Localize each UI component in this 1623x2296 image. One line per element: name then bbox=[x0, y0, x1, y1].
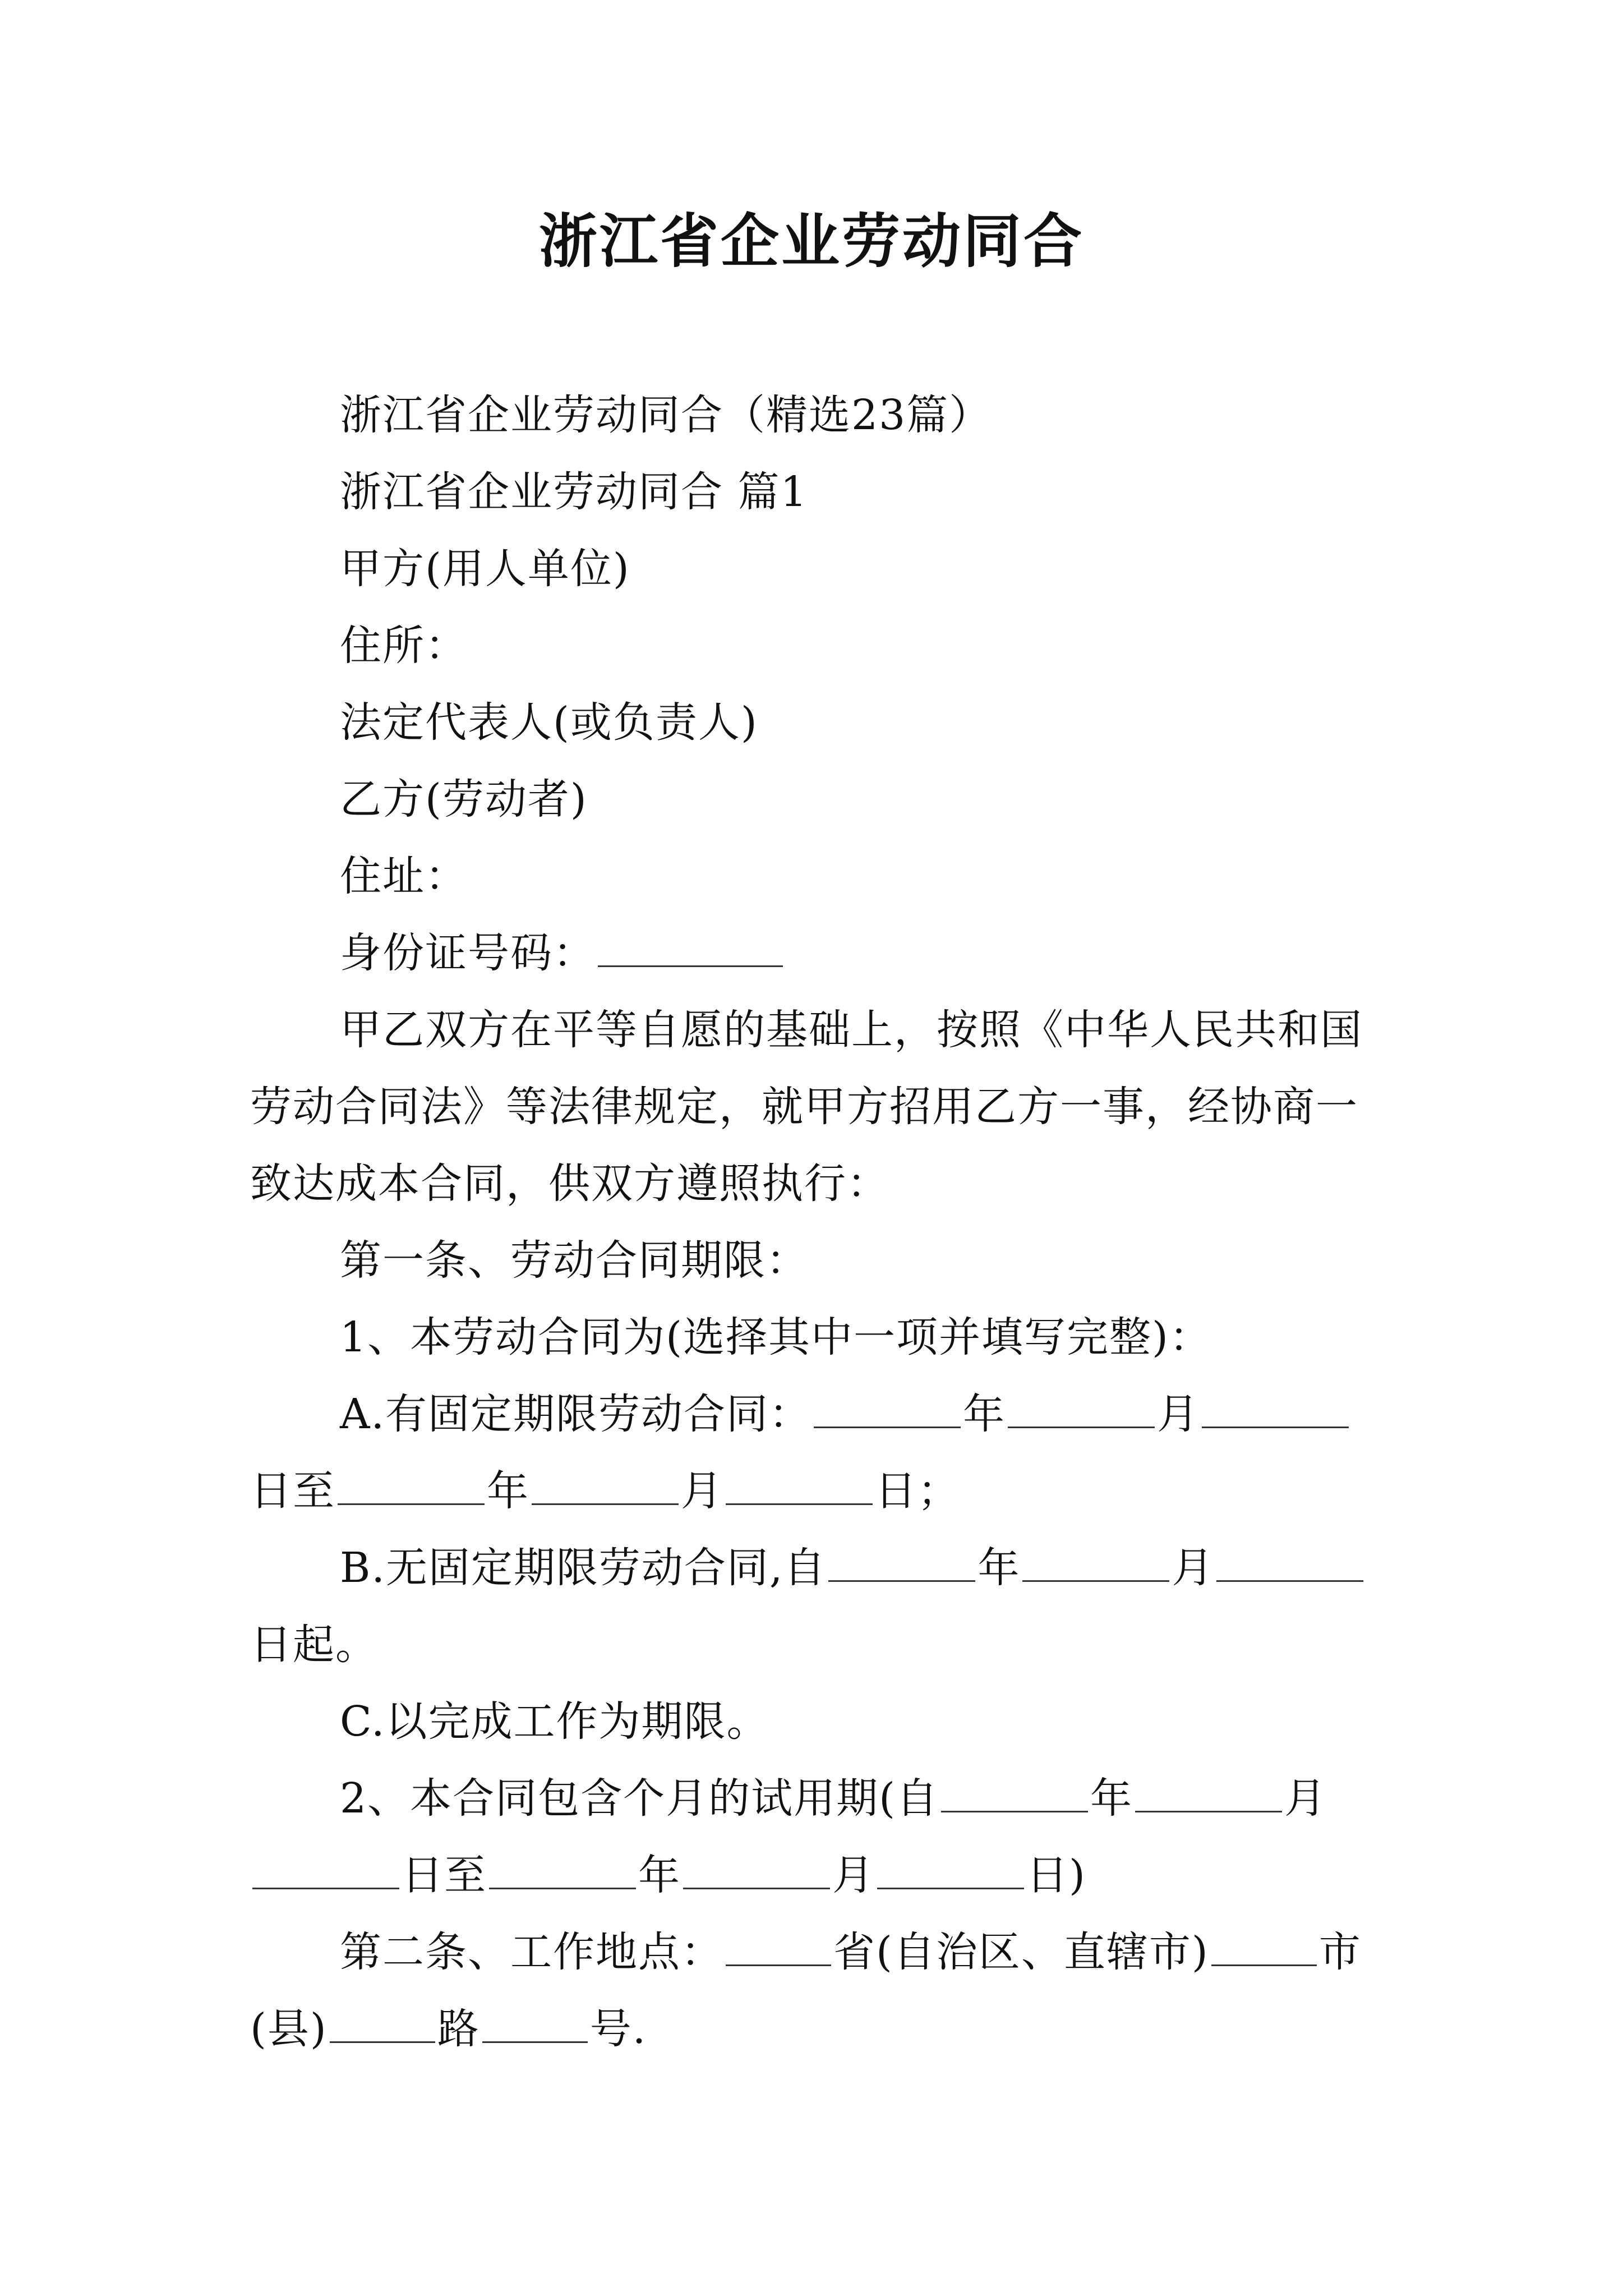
day-to-label: 日至 bbox=[250, 1467, 335, 1515]
number-label: 号. bbox=[589, 2005, 647, 2053]
blank bbox=[489, 1854, 636, 1889]
road-label: 路 bbox=[437, 2005, 480, 2053]
blank bbox=[1135, 1777, 1282, 1812]
article-2-label: 第二条、工作地点： bbox=[340, 1928, 723, 1976]
line-party-b: 乙方(劳动者) bbox=[340, 775, 588, 823]
month-label: 月 bbox=[1284, 1774, 1327, 1823]
province-label: 省(自治区、直辖市) bbox=[833, 1928, 1209, 1976]
month-label: 月 bbox=[1156, 1390, 1200, 1438]
probation-label: 2、本合同包含个月的试用期(自 bbox=[340, 1774, 939, 1823]
year-label: 年 bbox=[487, 1467, 529, 1515]
line-id-number bbox=[250, 915, 1394, 992]
month-label: 月 bbox=[681, 1467, 723, 1515]
line-preamble-3: 致达成本合同，供双方遵照执行： bbox=[250, 1159, 889, 1208]
document-title: 浙江省企业劳动同合 bbox=[538, 206, 1084, 275]
blank bbox=[828, 1547, 975, 1582]
line-legal-rep: 法定代表人(或负责人) bbox=[340, 698, 758, 747]
blank bbox=[941, 1777, 1088, 1812]
blank bbox=[532, 1470, 679, 1505]
line-article-1-item-1: 1、本劳动合同为(选择其中一项并填写完整)： bbox=[340, 1313, 1212, 1361]
line-probation bbox=[250, 1760, 1394, 1837]
blank bbox=[1216, 1547, 1363, 1582]
blank bbox=[726, 1931, 831, 1966]
year-label: 年 bbox=[638, 1851, 681, 1899]
id-number-blank bbox=[598, 932, 783, 967]
day-end-label: 日； bbox=[875, 1467, 960, 1515]
line-article-1: 第一条、劳动合同期限： bbox=[340, 1236, 809, 1285]
option-a-label: A.有固定期限劳动合同： bbox=[340, 1390, 811, 1438]
line-address-b: 住址： bbox=[340, 852, 468, 900]
year-label: 年 bbox=[978, 1544, 1021, 1592]
blank bbox=[330, 2008, 435, 2043]
line-address-a: 住所： bbox=[340, 622, 468, 670]
line-option-a-cont bbox=[250, 1453, 1394, 1530]
line-preamble-2: 劳动合同法》等法律规定，就甲方招用乙方一事，经协商一 bbox=[250, 1083, 1358, 1131]
year-label: 年 bbox=[1090, 1774, 1133, 1823]
month-label: 月 bbox=[1172, 1544, 1215, 1592]
line-article-2 bbox=[250, 1914, 1394, 1991]
day-to-label: 日至 bbox=[402, 1851, 487, 1899]
blank bbox=[814, 1393, 961, 1428]
line-option-a bbox=[250, 1376, 1394, 1453]
blank bbox=[1008, 1393, 1155, 1428]
line-option-b-cont: 日起。 bbox=[250, 1621, 378, 1669]
blank bbox=[877, 1854, 1024, 1889]
option-b-label: B.无固定期限劳动合同,自 bbox=[340, 1544, 827, 1592]
document-body bbox=[250, 377, 1394, 2068]
blank bbox=[482, 2008, 588, 2043]
blank bbox=[338, 1470, 485, 1505]
month-label: 月 bbox=[832, 1851, 875, 1899]
blank bbox=[252, 1854, 399, 1889]
line-subtitle: 浙江省企业劳动同合（精选23篇） bbox=[340, 391, 992, 439]
line-party-a: 甲方(用人单位) bbox=[340, 545, 630, 593]
blank bbox=[1202, 1393, 1349, 1428]
county-label: (县) bbox=[250, 2005, 328, 2053]
day-end-label: 日) bbox=[1026, 1851, 1086, 1899]
blank bbox=[726, 1470, 873, 1505]
line-article-2-cont bbox=[250, 1991, 1394, 2068]
year-label: 年 bbox=[962, 1390, 1006, 1438]
id-number-label: 身份证号码： bbox=[340, 929, 596, 977]
blank bbox=[1022, 1547, 1169, 1582]
line-option-b bbox=[250, 1530, 1394, 1607]
blank bbox=[1211, 1931, 1317, 1966]
city-label: 市 bbox=[1318, 1928, 1362, 1976]
line-option-c: C.以完成工作为期限。 bbox=[340, 1697, 769, 1746]
line-preamble-1: 甲乙双方在平等自愿的基础上，按照《中华人民共和国 bbox=[340, 1006, 1363, 1054]
line-section-heading: 浙江省企业劳动同合 篇1 bbox=[340, 468, 808, 516]
blank bbox=[683, 1854, 830, 1889]
line-probation-cont bbox=[250, 1837, 1394, 1914]
